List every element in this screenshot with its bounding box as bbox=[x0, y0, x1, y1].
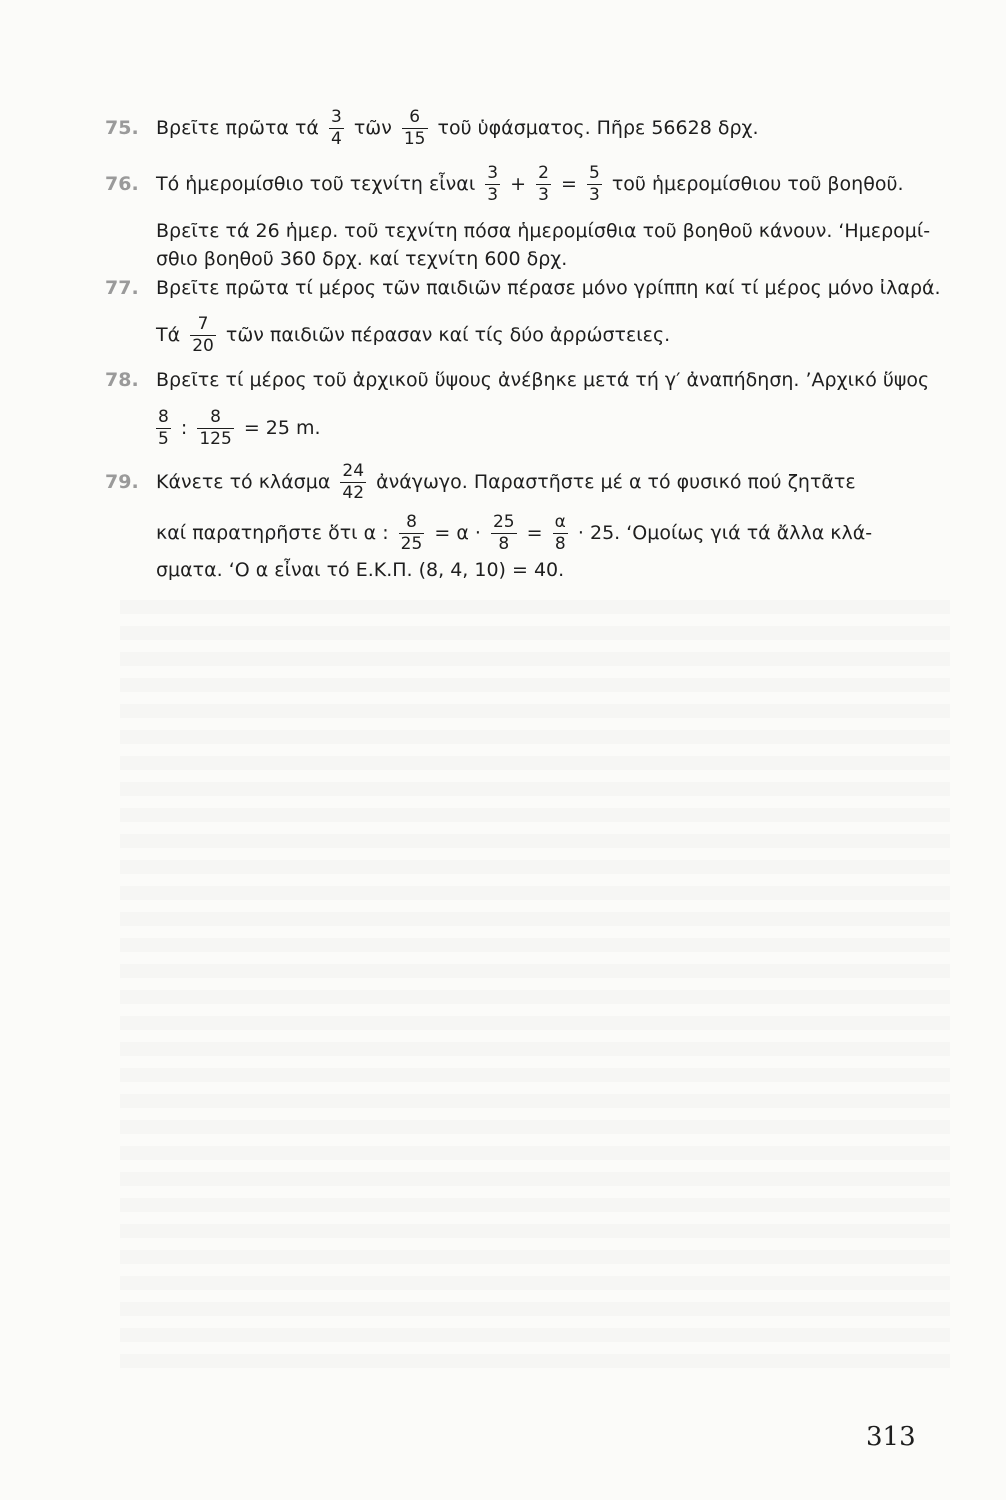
exercise-number: 75. bbox=[105, 117, 139, 139]
exercise-76-line-3: σθιο βοηθοῦ 360 δρχ. καί τεχνίτη 600 δρχ. bbox=[156, 248, 568, 270]
exercise-78-line-2: $\frac{8}{5}$ : $\frac{8}{125}$ = 25 m. bbox=[158, 407, 321, 449]
exercise-77: 77. Βρεῖτε πρῶτα τί μέρος τῶν παιδιῶν πέρασε μόνο γρίππη καί τί μέρος μόνο ἰλαρά. bbox=[0, 258, 1006, 318]
show-through-index-text bbox=[120, 600, 950, 1370]
fraction: $\frac{8}{25}$ bbox=[400, 512, 423, 554]
exercise-number: 76. bbox=[105, 173, 139, 195]
fraction: $\frac{24}{42}$ bbox=[342, 461, 365, 503]
fraction: $\frac{7}{20}$ bbox=[192, 314, 214, 356]
fraction: $\frac{8}{5}$ bbox=[158, 407, 169, 449]
fraction: $\frac{\alpha}{8}$ bbox=[554, 512, 566, 554]
exercise-75 bbox=[0, 98, 1006, 158]
exercise-text: Τό ἡμερομίσθιο τοῦ τεχνίτη εἶναι $\frac{3}{3}$ + $\frac{2}{3}$ = $\frac{5}{3}$ τοῦ ἡμερομίσθιου τοῦ βοηθοῦ. bbox=[156, 163, 904, 205]
fraction: $\frac{25}{8}$ bbox=[492, 512, 515, 554]
exercise-number: 79. bbox=[105, 471, 139, 493]
exercise-number: 78. bbox=[105, 369, 139, 391]
exercise-text: Βρεῖτε πρῶτα τά $\frac{3}{4}$ τῶν $\frac{6}{15}$ τοῦ ὑφάσματος. Πῆρε 56628 δρχ. bbox=[156, 107, 759, 149]
exercise-76-line-2: Βρεῖτε τά 26 ἡμερ. τοῦ τεχνίτη πόσα ἡμερομίσθια τοῦ βοηθοῦ κάνουν. ‘Ημερομί- bbox=[156, 220, 931, 242]
exercise-number: 77. bbox=[105, 277, 139, 299]
exercise-79-line-3: σματα. ‘Ο α εἶναι τό Ε.Κ.Π. (8, 4, 10) = 40. bbox=[156, 559, 565, 581]
fraction: $\frac{5}{3}$ bbox=[588, 163, 600, 205]
exercise-77-line-2: Τά $\frac{7}{20}$ τῶν παιδιῶν πέρασαν καί τίς δύο ἀρρώστειες. bbox=[156, 314, 671, 356]
page-number: 313 bbox=[866, 1422, 916, 1452]
exercise-78: 78. Βρεῖτε τί μέρος τοῦ ἀρχικοῦ ὕψους ἀνέβηκε μετά τή γ′ ἀναπήδηση. ’Αρχικό ὕψος bbox=[0, 350, 1006, 410]
fraction: $\frac{8}{125}$ bbox=[199, 407, 232, 449]
fraction: $\frac{2}{3}$ bbox=[538, 163, 549, 205]
exercise-79-line-2: καί παρατηρῆστε ὅτι α : $\frac{8}{25}$ = α · $\frac{25}{8}$ = $\frac{\alpha}{8}$ · 25. ‘Ομοίως γιά τά ἄλλα κλά- bbox=[156, 512, 873, 554]
fraction: $\frac{6}{15}$ bbox=[403, 107, 426, 149]
fraction: $\frac{3}{3}$ bbox=[487, 163, 499, 205]
exercise-79: 79. Κάνετε τό κλάσμα $\frac{24}{42}$ ἀνάγωγο. Παραστῆστε μέ α τό φυσικό πού ζητᾶτε bbox=[0, 452, 1006, 512]
fraction: $\frac{3}{4}$ bbox=[330, 107, 342, 149]
